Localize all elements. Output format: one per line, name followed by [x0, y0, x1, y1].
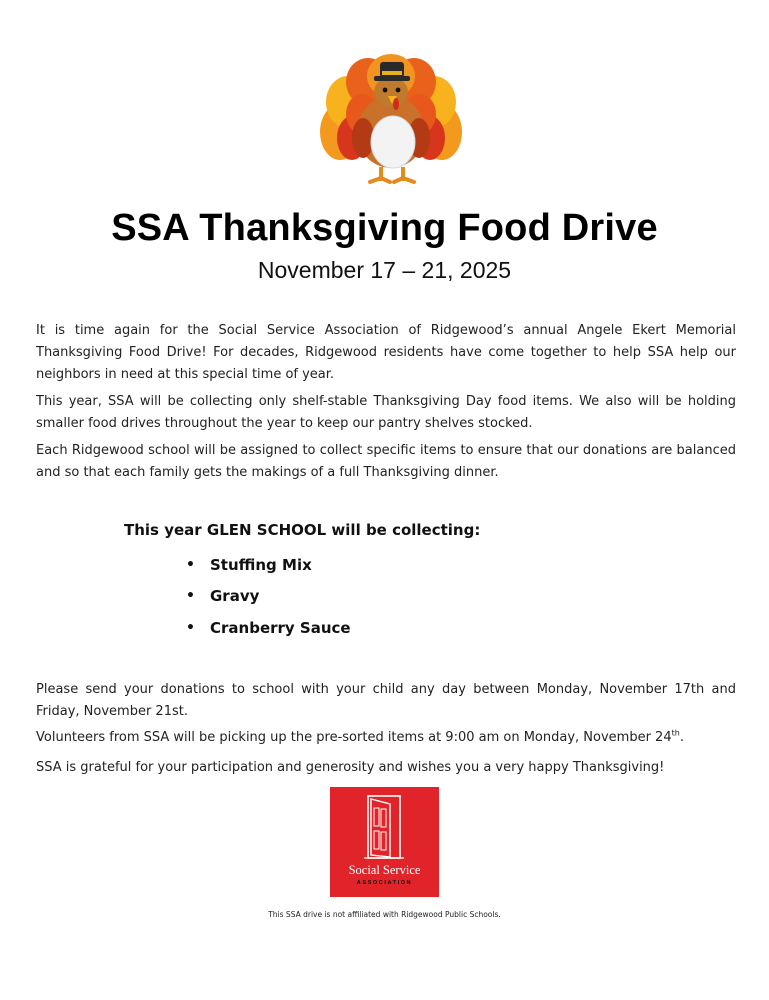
- pickup-period: .: [679, 730, 684, 745]
- page-title: SSA Thanksgiving Food Drive: [111, 207, 658, 249]
- list-item: [186, 549, 351, 581]
- event-date: November 17 – 21, 2025: [257, 257, 512, 283]
- intro-paragraph-3: Each Ridgewood school will be assigned to collect specific items to ensure that our donations are balanced and so that each family gets the makings of a full Thanksgiving dinner.: [36, 443, 736, 480]
- collection-heading: This year GLEN SCHOOL will be collecting:: [124, 521, 481, 539]
- intro-paragraph-1: It is time again for the Social Service Association of Ridgewood’s annual Angele Ekert Memorial Thanksgiving Food Drive! For decades, Ridgewood residents have come together to help SSA help our neighbors in need at this special time of year.: [36, 323, 736, 382]
- footnote: This SSA drive is not affiliated with Ridgewood Public Schools.: [268, 910, 501, 919]
- turkey-icon: [318, 54, 464, 188]
- collection-item-gravy: Gravy: [210, 587, 260, 606]
- donation-paragraph: Please send your donations to school with your child any day between Monday, November 17th and Friday, November 21st.: [36, 682, 736, 719]
- thanks-paragraph: SSA is grateful for your participation and generosity and wishes you a very happy Thanksgiving!: [36, 760, 665, 775]
- bullet-icon: •: [186, 619, 195, 636]
- logo-title: Social Service: [348, 863, 421, 877]
- turkey-illustration: [318, 54, 464, 188]
- logo-subtitle: ASSOCIATION: [356, 880, 413, 886]
- intro-paragraph-2: This year, SSA will be collecting only shelf-stable Thanksgiving Day food items. We also will be holding smaller food drives throughout the year to keep our pantry shelves stocked.: [36, 394, 736, 431]
- collection-item-cranberry: Cranberry Sauce: [210, 618, 351, 637]
- bullet-icon: •: [186, 556, 195, 573]
- pickup-ordinal: th: [671, 728, 680, 738]
- list-item: [186, 581, 351, 613]
- bullet-icon: •: [186, 588, 195, 605]
- pickup-text: Volunteers from SSA will be picking up the pre-sorted items at 9:00 am on Monday, November 24: [36, 730, 672, 745]
- collection-item-stuffing: Stuffing Mix: [210, 555, 312, 574]
- ssa-logo: [330, 787, 439, 897]
- list-item: [186, 612, 351, 644]
- pickup-paragraph: [36, 727, 736, 749]
- collection-list: [186, 549, 351, 644]
